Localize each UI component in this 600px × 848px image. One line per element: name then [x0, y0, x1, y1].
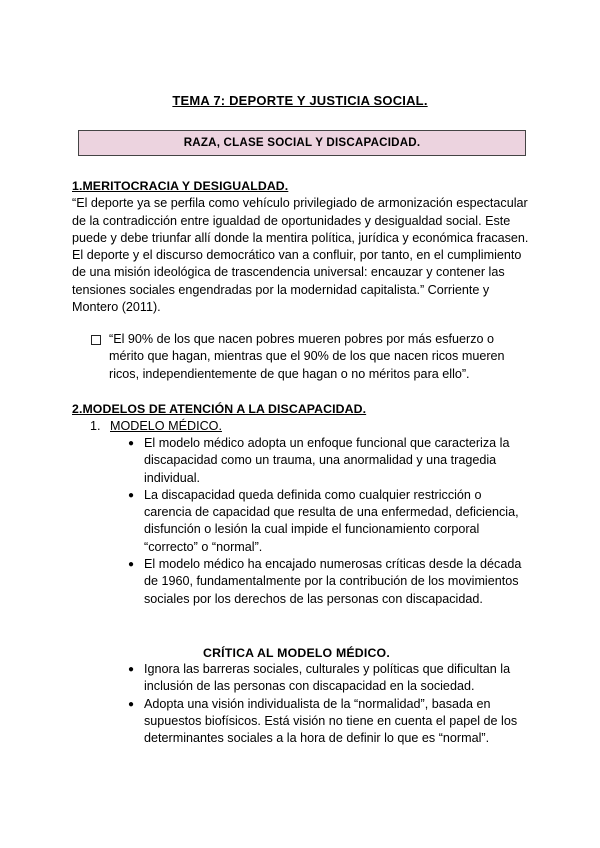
- bullet-icon: ●: [128, 664, 135, 675]
- section-meritocracia: [72, 178, 532, 316]
- list-item: [128, 435, 528, 487]
- item-label-modelo-medico: MODELO MÉDICO.: [110, 419, 222, 433]
- bullet-text: El modelo médico adopta un enfoque funcional que caracteriza la discapacidad como un trauma, una anormalidad y una tragedia individual.: [144, 436, 510, 485]
- list-item: [128, 487, 528, 556]
- quote-paragraph: “El deporte ya se perfila como vehículo privilegiado de armonización espectacular de la contradicción entre igualdad de oportunidades y desigualdad social. Este puede y debe triunfar allí donde la mentira política, jurídica y económica fracasen. El deporte y el discurso democrático van a confluir, por tanto, en el cumplimiento de una misión ideológica de trascendencia universal: encauzar y contener las tensiones sociales engendradas por la modernidad capitalista.” Corriente y Montero (2011).: [72, 196, 529, 315]
- bullet-icon: ●: [128, 438, 135, 449]
- item-number: 1.: [90, 419, 101, 433]
- list-item: [128, 556, 528, 608]
- checkbox-quote-text: “El 90% de los que nacen pobres mueren pobres por más esfuerzo o mérito que hagan, mientras que el 90% de los que nacen ricos mueren ricos, independientemente de que hagan o no méritos para ello”.: [109, 332, 505, 381]
- checkbox-quote-item: [91, 331, 531, 383]
- bullet-text: El modelo médico ha encajado numerosas críticas desde la década de 1960, fundamentalmente por la contribución de los movimientos sociales por los derechos de las personas con discapacidad.: [144, 557, 522, 606]
- bullet-text: Ignora las barreras sociales, culturales y políticas que dificultan la inclusión de las personas con discapacidad en la sociedad.: [144, 662, 511, 694]
- bullet-text: La discapacidad queda definida como cualquier restricción o carencia de capacidad que resulta de una enfermedad, deficiencia, disfunción o lesión la cual impide el funcionamiento corporal “correcto” o “normal”.: [144, 487, 519, 554]
- list-item: [128, 696, 528, 748]
- section-heading-meritocracia: 1.MERITOCRACIA Y DESIGUALDAD.: [72, 179, 289, 193]
- subtitle-banner: RAZA, CLASE SOCIAL Y DISCAPACIDAD.: [78, 130, 526, 156]
- bullet-icon: ●: [128, 698, 135, 710]
- bullet-icon: ●: [128, 559, 135, 571]
- numbered-item-modelo-medico: [90, 418, 222, 435]
- modelo-medico-bullet-list: [128, 435, 528, 608]
- section-modelos: [72, 401, 532, 418]
- checkbox-icon: [91, 335, 101, 345]
- bullet-icon: ●: [128, 489, 135, 501]
- section-heading-modelos: 2.MODELOS DE ATENCIÓN A LA DISCAPACIDAD.: [72, 402, 367, 416]
- list-item: [128, 661, 528, 696]
- critica-bullet-list: [128, 661, 528, 747]
- bullet-text: Adopta una visión individualista de la “normalidad”, basada en supuestos biofísicos. Está visión no tiene en cuenta el papel de los determinantes sociales a la hora de definir lo que es “normal”.: [144, 696, 518, 746]
- critica-heading: CRÍTICA AL MODELO MÉDICO.: [203, 646, 390, 660]
- page-title: TEMA 7: DEPORTE Y JUSTICIA SOCIAL.: [172, 93, 428, 108]
